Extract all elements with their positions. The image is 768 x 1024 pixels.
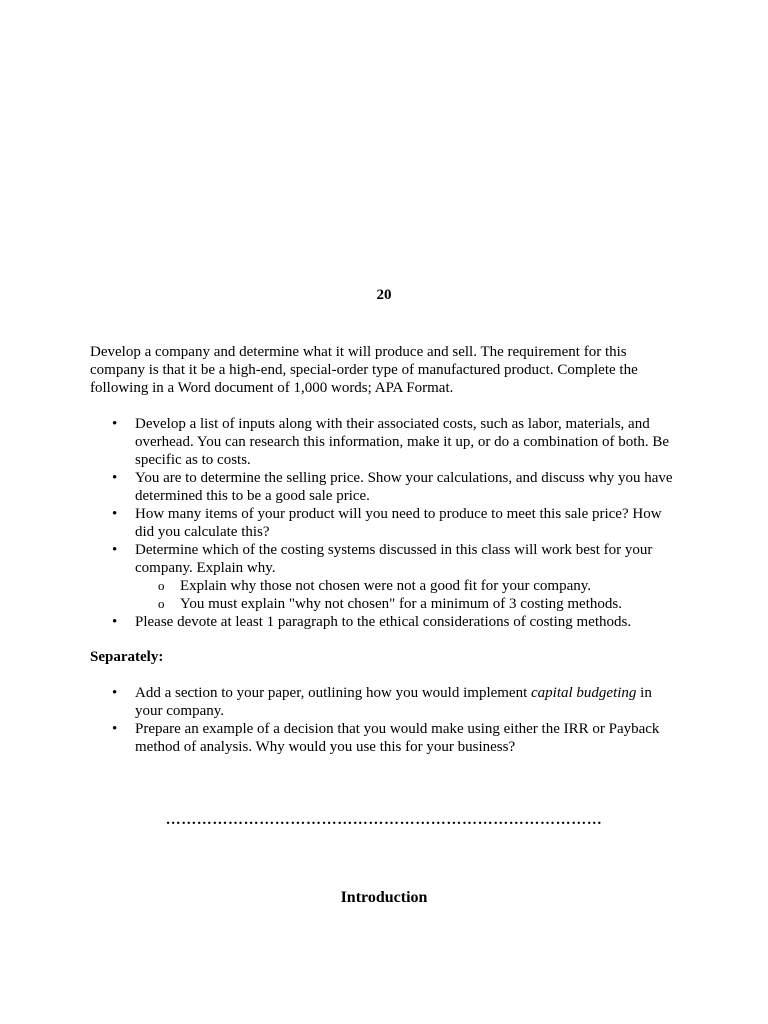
list-item: • Please devote at least 1 paragraph to the ethical considerations of costing methods. (90, 613, 682, 631)
sub-list-item: o Explain why those not chosen were not a good fit for your company. (135, 577, 682, 595)
list-item: • Develop a list of inputs along with their associated costs, such as labor, materials, and overhead. You can research this information, make it up, or do a combination of both. Be specific as to costs. (90, 415, 682, 469)
additional-requirements-list (90, 684, 682, 756)
separately-label: Separately: (90, 649, 164, 665)
list-item-text: Add a section to your paper, outlining how you would implement (135, 685, 532, 701)
list-item-text: in your company. (135, 685, 652, 719)
emphasis-text: capital budgeting (531, 685, 637, 701)
dotted-divider: ………………………………………………………………………… (165, 812, 603, 828)
page-number: 20 (376, 287, 392, 303)
requirements-list (90, 415, 682, 631)
list-item (90, 541, 682, 613)
list-item: • Prepare an example of a decision that you would make using either the IRR or Payback method of analysis. Why would you use this for your business? (90, 720, 682, 756)
sub-list-item: o You must explain "why not chosen" for a minimum of 3 costing methods. (135, 595, 682, 613)
list-item: • You are to determine the selling price. Show your calculations, and discuss why you have determined this to be a good sale price. (90, 469, 682, 505)
assignment-intro-paragraph: Develop a company and determine what it will produce and sell. The requirement for this company is that it be a high-end, special-order type of manufactured product. Complete the following in a Word document of 1,000 words; APA Format. (90, 344, 638, 396)
list-item-text: Determine which of the costing systems discussed in this class will work best for your company. Explain why. (135, 542, 653, 576)
list-item (90, 684, 682, 720)
list-item: • How many items of your product will you need to produce to meet this sale price? How did you calculate this? (90, 505, 682, 541)
section-heading: Introduction (340, 889, 428, 906)
sub-list (135, 577, 682, 613)
